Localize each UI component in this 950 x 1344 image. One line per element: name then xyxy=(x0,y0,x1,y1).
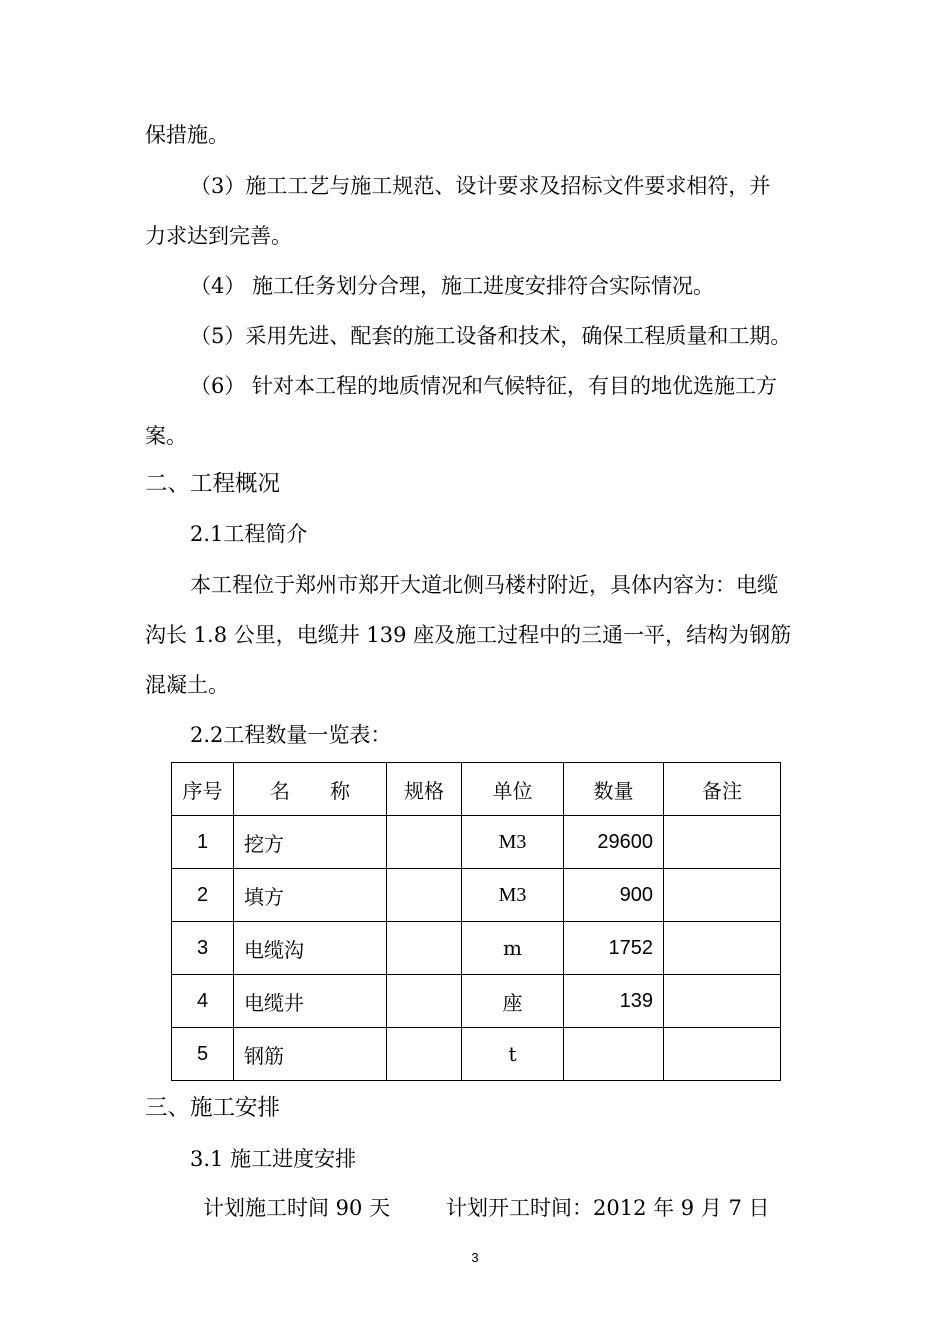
quantity-table xyxy=(171,762,781,1081)
table-row xyxy=(172,816,781,869)
paragraph-line: （6） 针对本工程的地质情况和气候特征，有目的地优选施工方 xyxy=(190,374,778,398)
item-unit: M3 xyxy=(462,816,564,869)
plan-duration: 计划施工时间 90 天 xyxy=(203,1196,391,1220)
paragraph-line: （3）施工工艺与施工规范、设计要求及招标文件要求相符，并 xyxy=(190,174,771,198)
page-number: 3 xyxy=(471,1250,479,1265)
item-note xyxy=(664,922,781,975)
item-quantity: 139 xyxy=(564,975,664,1028)
item-unit: M3 xyxy=(462,869,564,922)
header-cell: 序号 xyxy=(172,763,234,816)
subsection-heading: 2.1工程简介 xyxy=(190,522,308,546)
item-note xyxy=(664,1028,781,1081)
header-cell: 名 称 xyxy=(234,763,387,816)
item-quantity: 900 xyxy=(564,869,664,922)
header-cell: 备注 xyxy=(664,763,781,816)
row-number: 2 xyxy=(172,869,234,922)
table-row xyxy=(172,1028,781,1081)
paragraph-line: 力求达到完善。 xyxy=(145,224,292,248)
item-name: 电缆井 xyxy=(234,975,387,1028)
subsection-heading: 2.2工程数量一览表： xyxy=(190,723,392,747)
header-cell: 单位 xyxy=(462,763,564,816)
paragraph-line: 沟长 1.8 公里，电缆井 139 座及施工过程中的三通一平，结构为钢筋 xyxy=(145,623,792,647)
row-number: 4 xyxy=(172,975,234,1028)
item-spec xyxy=(387,922,462,975)
item-note xyxy=(664,816,781,869)
paragraph-line: 保措施。 xyxy=(145,123,229,147)
item-spec xyxy=(387,1028,462,1081)
section-heading: 二、工程概况 xyxy=(145,471,281,497)
item-unit: m xyxy=(462,922,564,975)
item-quantity: 1752 xyxy=(564,922,664,975)
paragraph-line: （5）采用先进、配套的施工设备和技术，确保工程质量和工期。 xyxy=(190,324,792,348)
paragraph-line: 混凝土。 xyxy=(145,673,229,697)
table-row xyxy=(172,869,781,922)
item-quantity xyxy=(564,1028,664,1081)
section-heading: 三、施工安排 xyxy=(145,1095,281,1121)
table-row xyxy=(172,922,781,975)
item-name: 挖方 xyxy=(234,816,387,869)
item-note xyxy=(664,975,781,1028)
paragraph-line: 本工程位于郑州市郑开大道北侧马楼村附近，具体内容为：电缆 xyxy=(190,573,778,597)
item-unit: t xyxy=(462,1028,564,1081)
paragraph-line: （4） 施工任务划分合理，施工进度安排符合实际情况。 xyxy=(190,274,715,298)
item-spec xyxy=(387,816,462,869)
table-header-row xyxy=(172,763,781,816)
item-unit: 座 xyxy=(462,975,564,1028)
row-number: 3 xyxy=(172,922,234,975)
item-quantity: 29600 xyxy=(564,816,664,869)
plan-start-date: 计划开工时间：2012 年 9 月 7 日 xyxy=(446,1196,770,1220)
row-number: 5 xyxy=(172,1028,234,1081)
item-name: 钢筋 xyxy=(234,1028,387,1081)
item-note xyxy=(664,869,781,922)
subsection-heading: 3.1 施工进度安排 xyxy=(190,1147,357,1171)
paragraph-line: 案。 xyxy=(145,424,187,448)
item-name: 填方 xyxy=(234,869,387,922)
header-cell: 数量 xyxy=(564,763,664,816)
item-spec xyxy=(387,975,462,1028)
header-cell: 规格 xyxy=(387,763,462,816)
item-name: 电缆沟 xyxy=(234,922,387,975)
table-row xyxy=(172,975,781,1028)
item-spec xyxy=(387,869,462,922)
row-number: 1 xyxy=(172,816,234,869)
